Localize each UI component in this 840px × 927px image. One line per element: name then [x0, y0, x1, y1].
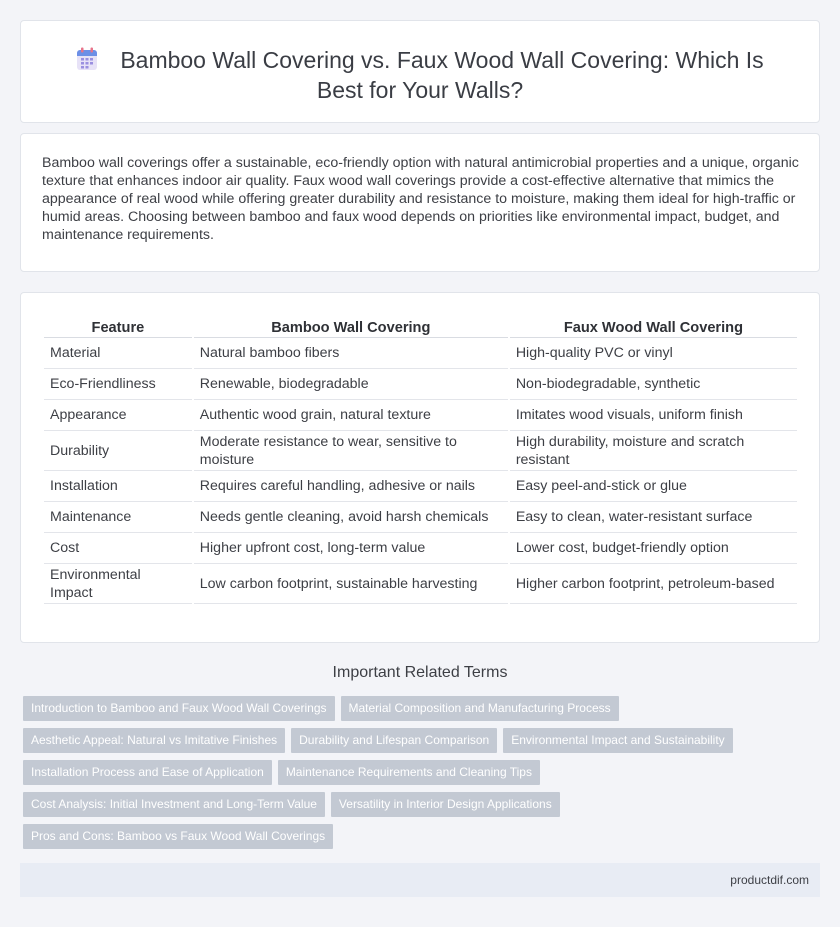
table-cell: Low carbon footprint, sustainable harvesting	[194, 564, 508, 604]
table-row	[44, 369, 797, 400]
intro-paragraph: Bamboo wall coverings offer a sustainable, eco-friendly option with natural antimicrobial properties and a unique, organic texture that enhances indoor air quality. Faux wood wall coverings provide a cost-effective alternative that mimics the appearance of real wood while offering greater durability and resistance to moisture, making them ideal for high-traffic or humid areas. Choosing between bamboo and faux wood depends on priorities like environmental impact, budget, and maintenance requirements.	[42, 155, 799, 243]
header-faux-wood: Faux Wood Wall Covering	[510, 314, 797, 338]
footer	[20, 863, 820, 897]
table-row	[44, 338, 797, 369]
page-title	[61, 45, 779, 105]
header-bamboo: Bamboo Wall Covering	[194, 314, 508, 338]
related-tag[interactable]: Introduction to Bamboo and Faux Wood Wall Coverings	[23, 696, 335, 721]
table-cell: Requires careful handling, adhesive or nails	[194, 471, 508, 502]
table-cell: Eco-Friendliness	[44, 369, 192, 400]
table-cell: Environmental Impact	[44, 564, 192, 604]
table-cell: Authentic wood grain, natural texture	[194, 400, 508, 431]
intro-card	[20, 133, 820, 272]
table-cell: Imitates wood visuals, uniform finish	[510, 400, 797, 431]
related-tag[interactable]: Material Composition and Manufacturing Process	[341, 696, 619, 721]
table-cell: Easy to clean, water-resistant surface	[510, 502, 797, 533]
table-cell: Appearance	[44, 400, 192, 431]
related-tag[interactable]: Aesthetic Appeal: Natural vs Imitative Finishes	[23, 728, 285, 753]
related-tag[interactable]: Environmental Impact and Sustainability	[503, 728, 732, 753]
table-cell: Installation	[44, 471, 192, 502]
table-header-row	[44, 314, 797, 338]
comparison-table	[42, 314, 799, 604]
table-cell: Durability	[44, 431, 192, 471]
table-cell: Needs gentle cleaning, avoid harsh chemicals	[194, 502, 508, 533]
related-tag[interactable]: Installation Process and Ease of Application	[23, 760, 272, 785]
table-row	[44, 471, 797, 502]
related-terms-title: Important Related Terms	[332, 664, 508, 681]
related-tag[interactable]: Maintenance Requirements and Cleaning Tips	[278, 760, 540, 785]
related-tag[interactable]: Durability and Lifespan Comparison	[291, 728, 497, 753]
table-cell: Easy peel-and-stick or glue	[510, 471, 797, 502]
table-cell: Cost	[44, 533, 192, 564]
related-terms-tags	[23, 696, 823, 856]
header-feature: Feature	[44, 314, 192, 338]
comparison-table-card	[20, 292, 820, 643]
page-title-text: Bamboo Wall Covering vs. Faux Wood Wall Covering: Which Is Best for Your Walls?	[120, 47, 764, 103]
table-row	[44, 431, 797, 471]
table-row	[44, 533, 797, 564]
table-row	[44, 564, 797, 604]
table-cell: High-quality PVC or vinyl	[510, 338, 797, 369]
table-cell: High durability, moisture and scratch resistant	[510, 431, 797, 471]
table-cell: Higher upfront cost, long-term value	[194, 533, 508, 564]
related-tag[interactable]: Versatility in Interior Design Applications	[331, 792, 560, 817]
table-cell: Lower cost, budget-friendly option	[510, 533, 797, 564]
table-cell: Non-biodegradable, synthetic	[510, 369, 797, 400]
related-tag[interactable]: Pros and Cons: Bamboo vs Faux Wood Wall Coverings	[23, 824, 333, 849]
table-cell: Higher carbon footprint, petroleum-based	[510, 564, 797, 604]
table-row	[44, 502, 797, 533]
footer-site-link[interactable]: productdif.com	[730, 873, 809, 887]
table-cell: Maintenance	[44, 502, 192, 533]
table-cell: Natural bamboo fibers	[194, 338, 508, 369]
table-cell: Moderate resistance to wear, sensitive to moisture	[194, 431, 508, 471]
related-tag[interactable]: Cost Analysis: Initial Investment and Long-Term Value	[23, 792, 325, 817]
table-cell: Renewable, biodegradable	[194, 369, 508, 400]
table-cell: Material	[44, 338, 192, 369]
title-card	[20, 20, 820, 123]
table-row	[44, 400, 797, 431]
calendar-icon	[76, 47, 98, 71]
